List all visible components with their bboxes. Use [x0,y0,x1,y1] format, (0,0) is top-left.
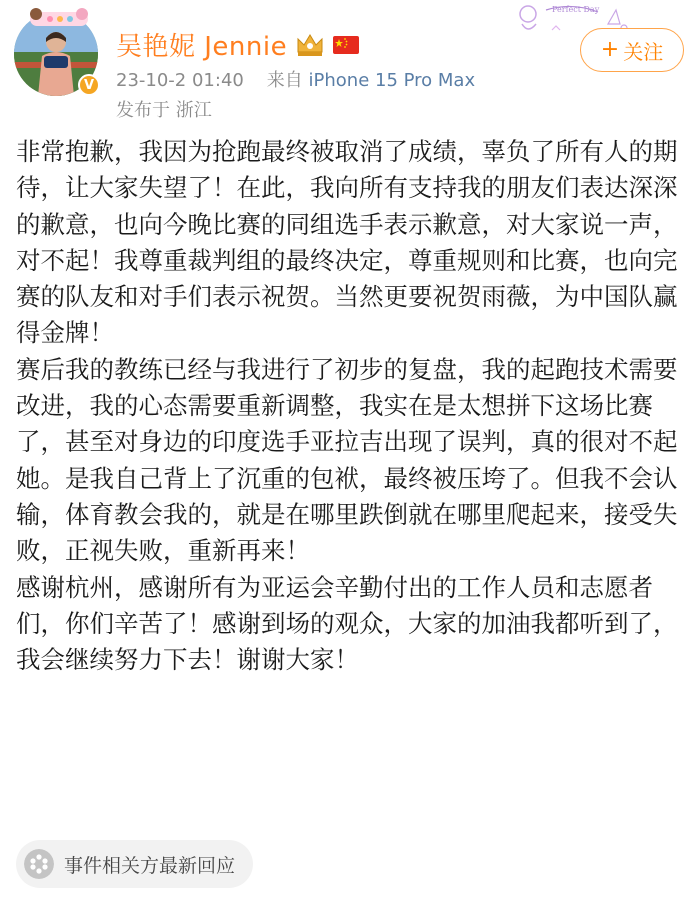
post-paragraph-2: 赛后我的教练已经与我进行了初步的复盘，我的起跑技术需要改进，我的心态需要重新调整，我实在是太想拼下这场比赛了，甚至对身边的印度选手亚拉吉出现了误判，真的很对不起她。是我自己背上了沉重的包袱，最终被压垮了。但我不会认输，体育教会我的，就是在哪里跌倒就在哪里爬起来，接受失败，正视失败，重新再来！ [16,354,678,566]
verified-badge-icon: V [78,74,100,96]
china-flag-icon [333,36,359,54]
post-content [16,134,688,678]
author-row [116,26,359,63]
event-topic-label: 事件相关方最新回应 [64,854,236,877]
follow-label: 关注 [623,39,664,64]
post-meta [116,66,475,92]
plus-icon: + [600,37,620,62]
svg-text:Perfect Day: Perfect Day [552,5,600,14]
author-name[interactable]: 吴艳妮 Jennie [116,32,288,62]
avatar[interactable] [14,12,98,96]
post-paragraph-1: 非常抱歉，我因为抢跑最终被取消了成绩，辜负了所有人的期待，让大家失望了！在此，我向所有支持我的朋友们表达深深的歉意，也向今晚比赛的同组选手表示歉意，对大家说一声，对不起！我尊重裁判组的最终决定，尊重规则和比赛，也向完赛的队友和对手们表示祝贺。当然更要祝贺雨薇，为中国队赢得金牌！ [16,137,678,348]
crown-icon[interactable] [295,32,325,58]
topic-dots-icon [24,849,54,879]
source-prefix: 来自 [266,70,303,91]
post-date: 23-10-2 01:40 [116,70,244,91]
post-paragraph-3: 感谢杭州，感谢所有为亚运会辛勤付出的工作人员和志愿者们，你们辛苦了！感谢到场的观众，大家的加油我都听到了，我会继续努力下去！谢谢大家！ [16,572,678,675]
event-topic-link[interactable] [16,840,253,888]
device-source[interactable]: iPhone 15 Pro Max [308,70,476,91]
avatar-frame-decoration-icon [28,6,90,28]
follow-button[interactable] [580,28,684,72]
post-location: 发布于 浙江 [116,100,212,121]
